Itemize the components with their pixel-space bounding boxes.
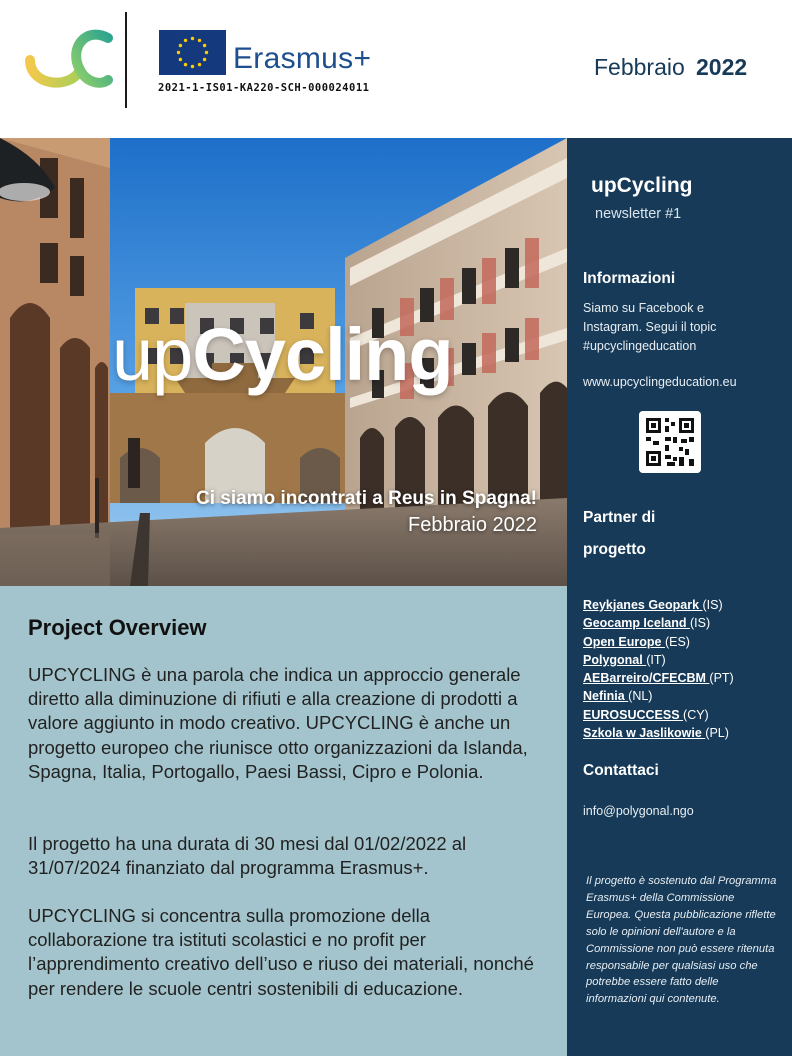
partner-item: [583, 724, 788, 742]
partner-country: (IS): [702, 598, 723, 612]
partner-country: (IT): [646, 652, 666, 667]
partner-country: (CY): [683, 707, 709, 722]
contact-email[interactable]: info@polygonal.ngo: [583, 804, 694, 818]
partner-link[interactable]: AEBarreiro/CFECBM: [583, 671, 710, 686]
issue-year: 2022: [696, 54, 748, 80]
overview-paragraph: Il progetto ha una durata di 30 mesi dal 01/02/2022 al 31/07/2024 finanziato dal programma Erasmus+.: [28, 833, 467, 879]
partners-heading-line1: Partner di: [583, 509, 656, 526]
partner-item: [583, 651, 788, 669]
hero-caption-line2: Febbraio 2022: [408, 514, 537, 536]
partner-item: [583, 687, 788, 705]
partners-heading-line2: progetto: [583, 541, 646, 558]
qr-code-icon[interactable]: [639, 411, 701, 473]
website-link[interactable]: www.upcyclingeducation.eu: [583, 375, 737, 389]
hero-caption-line1: Ci siamo incontrati a Reus in Spagna!: [195, 488, 537, 509]
partner-item: [583, 706, 788, 724]
partner-link[interactable]: Reykjanes Geopark: [583, 598, 703, 612]
header: [0, 0, 792, 138]
hero-caption: [196, 487, 537, 539]
partner-link[interactable]: Polygonal: [583, 652, 647, 667]
partner-list: [583, 596, 788, 742]
partner-link[interactable]: EUROSUCCESS: [583, 707, 684, 722]
header-divider: [125, 12, 127, 108]
partner-link[interactable]: Nefinia: [583, 689, 629, 704]
partner-link[interactable]: Open Europe: [583, 634, 665, 649]
upcycling-logo-icon: [24, 26, 114, 94]
partner-item: [583, 614, 788, 632]
contact-heading: Contattaci: [583, 762, 659, 779]
funding-disclaimer: Il progetto è sostenuto dal Programma Erasmus+ della Commissione Europea. Questa pubblicazione riflette solo le opinioni dell'autore e la Commissione non può essere ritenuta responsabile per qualsiasi uso che potrebbe essere fatto delle informazioni qui contenute.: [586, 875, 777, 1006]
partner-item: [583, 633, 788, 651]
overview-heading: Project Overview: [28, 615, 207, 640]
partner-item: [583, 596, 788, 614]
partner-link[interactable]: Geocamp Iceland: [583, 616, 690, 631]
newsletter-title: upCycling: [591, 174, 693, 197]
info-heading: Informazioni: [583, 270, 676, 287]
partner-item: [583, 669, 788, 687]
issue-month: Febbraio: [594, 54, 685, 80]
partner-link[interactable]: Szkola w Jaslikowie: [583, 726, 706, 741]
partner-country: (PT): [709, 671, 734, 686]
hero-title: [112, 313, 453, 396]
info-text: Siamo su Facebook e Instagram. Segui il topic #upcyclingeducation: [583, 301, 717, 353]
partner-country: (NL): [628, 689, 653, 704]
sidebar: [567, 138, 792, 1056]
hero-title-light: up: [112, 313, 193, 396]
partner-country: (IS): [689, 616, 711, 631]
erasmus-plus-wordmark: Erasmus+: [233, 42, 372, 75]
eu-flag-icon: [159, 30, 226, 75]
project-overview: [0, 586, 567, 1056]
newsletter-subtitle: newsletter #1: [595, 206, 682, 222]
overview-paragraph: UPCYCLING si concentra sulla promozione della collaborazione tra istituti scolastici e no profit per l’apprendimento creativo dell’uso e riuso dei materiali, nonché per rendere le scuole centri sostenibili di educazione.: [28, 905, 534, 999]
partner-country: (ES): [664, 634, 690, 649]
grant-code: 2021-1-IS01-KA220-SCH-000024011: [158, 82, 370, 94]
partner-country: (PL): [705, 726, 729, 741]
overview-paragraph: UPCYCLING è una parola che indica un approccio generale diretto alla diminuzione di rifiuti e alla creazione di prodotti a valore aggiunto in modo creativo. UPCYCLING è anche un progetto europeo che riunisce otto organizzazioni da Islanda, Spagna, Italia, Portogallo, Paesi Bassi, Cipro e Polonia.: [28, 664, 528, 782]
hero-title-bold: Cycling: [192, 313, 453, 396]
hero-photo: [0, 138, 567, 586]
